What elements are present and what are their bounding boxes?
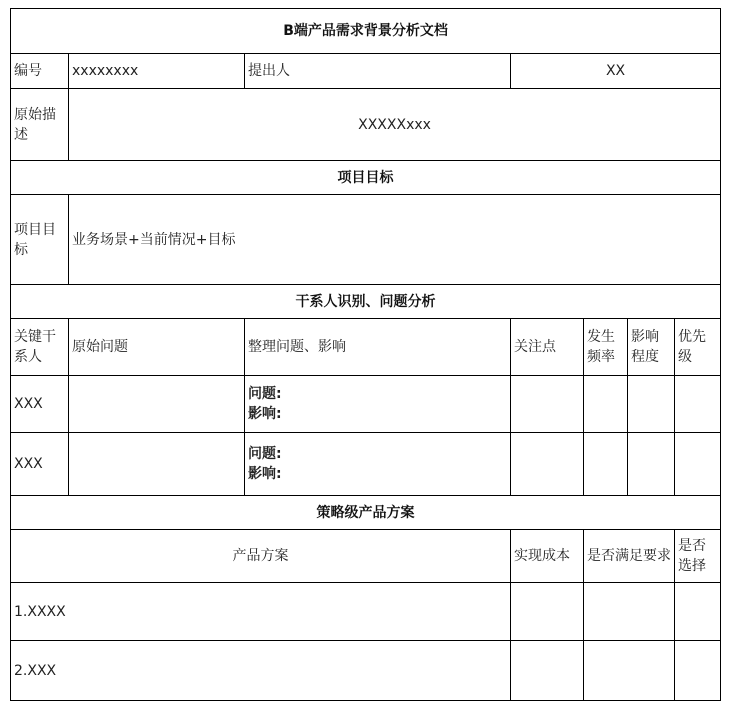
column-header-impact-level: 影响程度 — [628, 319, 675, 376]
goal-label: 项目目标 — [11, 195, 69, 285]
impact-level-cell — [628, 433, 675, 496]
description-value: XXXXXxxx — [69, 89, 721, 161]
plan-cell: 1.XXXX — [11, 583, 511, 641]
focus-cell — [511, 433, 584, 496]
column-header-cost: 实现成本 — [511, 530, 584, 583]
goal-value: 业务场景+当前情况+目标 — [69, 195, 721, 285]
column-header-focus: 关注点 — [511, 319, 584, 376]
problem-impact-cell — [245, 433, 511, 496]
proposer-value: XX — [511, 54, 721, 89]
info-row — [11, 54, 721, 89]
problem-impact-cell — [245, 376, 511, 433]
description-row — [11, 89, 721, 161]
original-issue-cell — [69, 376, 245, 433]
impact-label: 影响: — [248, 466, 282, 482]
plan-cell: 2.XXX — [11, 641, 511, 701]
problem-label: 问题: — [248, 386, 282, 402]
focus-cell — [511, 376, 584, 433]
column-header-original-issue: 原始问题 — [69, 319, 245, 376]
column-header-stakeholder: 关键干系人 — [11, 319, 69, 376]
stakeholder-section-title: 干系人识别、问题分析 — [11, 285, 721, 319]
document-title: B端产品需求背景分析文档 — [11, 9, 721, 54]
cost-cell — [511, 583, 584, 641]
original-issue-cell — [69, 433, 245, 496]
table-row — [11, 641, 721, 701]
proposer-label: 提出人 — [245, 54, 511, 89]
stakeholder-section-header — [11, 285, 721, 319]
column-header-meets-requirements: 是否满足要求 — [584, 530, 675, 583]
goal-section-title: 项目目标 — [11, 161, 721, 195]
description-label: 原始描述 — [11, 89, 69, 161]
priority-cell — [675, 376, 721, 433]
impact-level-cell — [628, 376, 675, 433]
column-header-organized-issue: 整理问题、影响 — [245, 319, 511, 376]
id-label: 编号 — [11, 54, 69, 89]
stakeholder-name: XXX — [11, 376, 69, 433]
selected-cell — [675, 641, 721, 701]
stakeholder-column-headers — [11, 319, 721, 376]
id-value: xxxxxxxx — [69, 54, 245, 89]
strategy-column-headers — [11, 530, 721, 583]
title-row — [11, 9, 721, 54]
requirements-document-table — [10, 8, 721, 701]
column-header-frequency: 发生频率 — [584, 319, 628, 376]
frequency-cell — [584, 376, 628, 433]
column-header-plan: 产品方案 — [11, 530, 511, 583]
meets-cell — [584, 641, 675, 701]
goal-row — [11, 195, 721, 285]
table-row — [11, 583, 721, 641]
table-row — [11, 376, 721, 433]
problem-label: 问题: — [248, 446, 282, 462]
column-header-priority: 优先级 — [675, 319, 721, 376]
meets-cell — [584, 583, 675, 641]
impact-label: 影响: — [248, 406, 282, 422]
stakeholder-name: XXX — [11, 433, 69, 496]
selected-cell — [675, 583, 721, 641]
strategy-section-title: 策略级产品方案 — [11, 496, 721, 530]
column-header-selected: 是否选择 — [675, 530, 721, 583]
strategy-section-header — [11, 496, 721, 530]
goal-section-header — [11, 161, 721, 195]
table-row — [11, 433, 721, 496]
priority-cell — [675, 433, 721, 496]
cost-cell — [511, 641, 584, 701]
frequency-cell — [584, 433, 628, 496]
